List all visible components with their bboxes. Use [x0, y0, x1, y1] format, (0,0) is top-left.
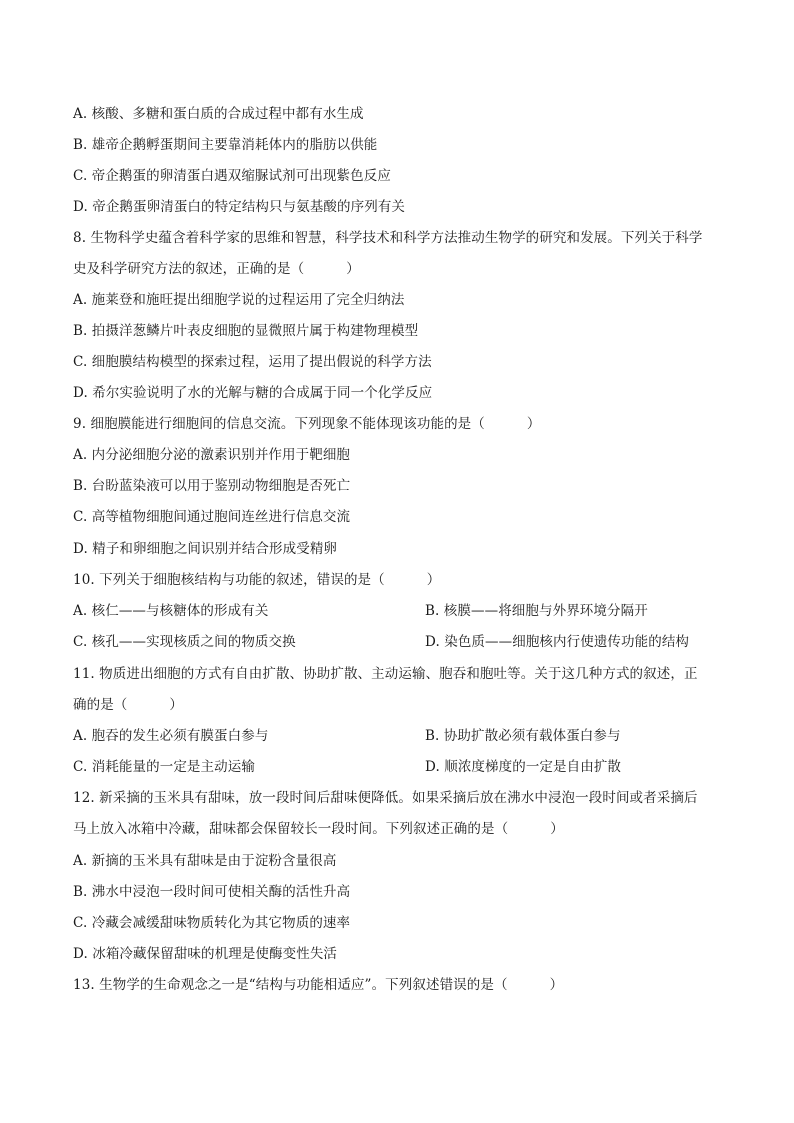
q8-stem-line2 [73, 260, 360, 278]
q9-option-b: B. 台盼蓝染液可以用于鉴别动物细胞是否死亡 [73, 478, 351, 494]
q9-stem-close: ） [526, 416, 541, 432]
q9-option-d: D. 精子和卵细胞之间识别并结合形成受精卵 [73, 541, 338, 557]
q10-option-c: C. 核孔——实现核质之间的物质交换 [73, 634, 296, 650]
q12-stem-text: 马上放入冰箱中冷藏，甜味都会保留较长一段时间。下列叙述正确的是（ [73, 821, 509, 837]
q10-option-d: D. 染色质——细胞核内行使遗传功能的结构 [425, 634, 690, 650]
q10-options-row2 [73, 633, 690, 651]
q11-stem-line1: 11. 物质进出细胞的方式有自由扩散、协助扩散、主动运输、胞吞和胞吐等。关于这几种方式的叙述，正 [73, 666, 698, 682]
q11-option-d: D. 顺浓度梯度的一定是自由扩散 [425, 759, 622, 775]
q9-stem [73, 415, 540, 433]
q10-option-a: A. 核仁——与核糖体的形成有关 [73, 603, 269, 619]
q8-option-c: C. 细胞膜结构模型的探索过程，运用了提出假说的科学方法 [73, 354, 432, 370]
q7-option-b: B. 雄帝企鹅孵蛋期间主要靠消耗体内的脂肪以供能 [73, 137, 378, 153]
q9-stem-text: 9. 细胞膜能进行细胞间的信息交流。下列现象不能体现该功能的是（ [73, 416, 485, 432]
q8-stem-close: ） [346, 261, 360, 277]
q10-stem-close: ） [426, 572, 441, 588]
q8-option-d: D. 希尔实验说明了水的光解与糖的合成属于同一个化学反应 [73, 385, 433, 401]
q12-stem-close: ） [550, 821, 564, 837]
q10-stem-text: 10. 下列关于细胞核结构与功能的叙述，错误的是（ [73, 572, 385, 588]
q7-option-d: D. 帝企鹅蛋卵清蛋白的特定结构只与氨基酸的序列有关 [73, 199, 406, 215]
q8-stem-line1: 8. 生物科学史蕴含着科学家的思维和智慧，科学技术和科学方法推动生物学的研究和发展。下列关于科学 [73, 230, 703, 246]
q11-option-a: A. 胞吞的发生必须有膜蛋白参与 [73, 728, 269, 744]
q10-option-b: B. 核膜——将细胞与外界环境分隔开 [425, 603, 648, 619]
q12-option-a: A. 新摘的玉米具有甜味是由于淀粉含量很高 [73, 853, 337, 869]
q9-option-a: A. 内分泌细胞分泌的激素识别并作用于靶细胞 [73, 447, 351, 463]
q12-stem-line1: 12. 新采摘的玉米具有甜味，放一段时间后甜味便降低。如果采摘后放在沸水中浸泡一段时间或者采摘后 [73, 790, 698, 806]
q11-stem-close: ） [169, 697, 184, 713]
q11-option-c: C. 消耗能量的一定是主动运输 [73, 759, 255, 775]
q11-options-row2 [73, 758, 622, 776]
q13-stem-text: 13. 生物学的生命观念之一是“结构与功能相适应”。下列叙述错误的是（ [73, 977, 508, 993]
q11-option-b: B. 协助扩散必须有载体蛋白参与 [425, 728, 621, 744]
q8-option-b: B. 拍摄洋葱鳞片叶表皮细胞的显微照片属于构建物理模型 [73, 323, 419, 339]
q7-option-c: C. 帝企鹅蛋的卵清蛋白遇双缩脲试剂可出现紫色反应 [73, 168, 391, 184]
q11-options-row1 [73, 727, 621, 745]
q7-option-a: A. 核酸、多糖和蛋白质的合成过程中都有水生成 [73, 106, 364, 122]
q8-stem-text: 史及科学研究方法的叙述，正确的是（ [73, 261, 305, 277]
q12-option-c: C. 冷藏会减缓甜味物质转化为其它物质的速率 [73, 915, 351, 931]
q12-option-b: B. 沸水中浸泡一段时间可使相关酶的活性升高 [73, 884, 351, 900]
q9-option-c: C. 高等植物细胞间通过胞间连丝进行信息交流 [73, 509, 351, 525]
q11-stem-text: 确的是（ [73, 697, 128, 713]
q13-stem [73, 976, 563, 994]
q12-stem-line2 [73, 820, 564, 838]
q8-option-a: A. 施莱登和施旺提出细胞学说的过程运用了完全归纳法 [73, 292, 405, 308]
q10-options-row1 [73, 602, 648, 620]
q13-stem-close: ） [549, 977, 564, 993]
q12-option-d: D. 冰箱冷藏保留甜味的机理是使酶变性失活 [73, 946, 338, 962]
q11-stem-line2 [73, 696, 183, 714]
q10-stem [73, 571, 440, 589]
